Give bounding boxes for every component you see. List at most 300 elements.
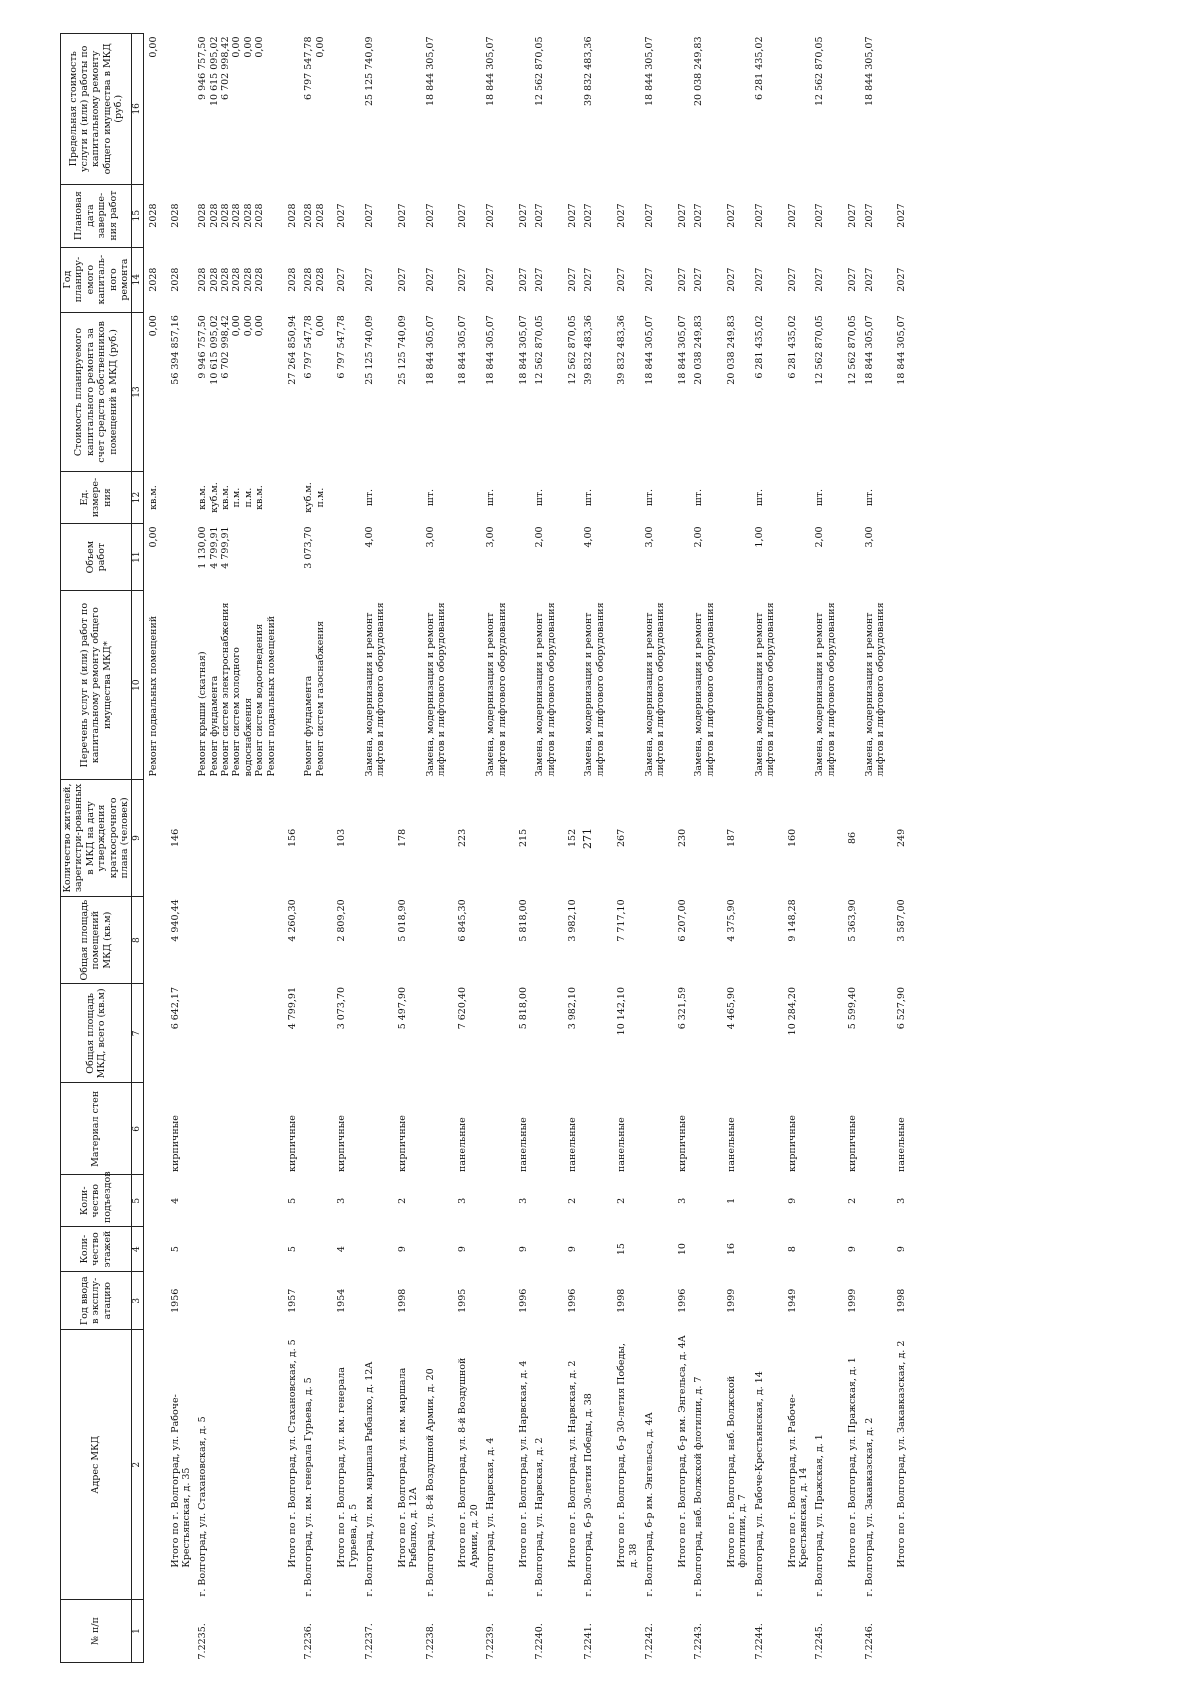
cell-unit [750, 472, 783, 524]
cell-empty [530, 1272, 563, 1330]
cell-volume [843, 523, 859, 590]
cell-empty [579, 896, 612, 984]
cell-date-line: 2027 [424, 203, 436, 228]
cell-year-built: 1995 [457, 1288, 469, 1313]
cell-empty [579, 1175, 612, 1227]
cell-date: 2027 [567, 203, 579, 228]
cell-material: панельные [567, 1117, 579, 1172]
cell-unit-line: шт. [644, 489, 656, 507]
cell-unit-line: шт. [753, 489, 765, 507]
cell-area-total: 3 982,10 [567, 986, 579, 1030]
column-number: 5 [132, 1175, 144, 1227]
column-header: Объем работ [61, 523, 132, 590]
cell-limit [860, 34, 893, 185]
cell-cost: 18 844 305,07 [676, 315, 688, 385]
cell-cost: 39 832 483,36 [616, 315, 628, 385]
cell-work [514, 591, 530, 780]
cell-material: панельные [616, 1117, 628, 1172]
cell-year [360, 247, 393, 312]
cell-empty [689, 780, 722, 897]
cell-date-line: 2028 [220, 203, 232, 228]
cell-empty [530, 1175, 563, 1227]
cell-cost: 27 264 850,94 [287, 315, 299, 385]
cell-work [783, 591, 811, 780]
cell-empty [481, 1227, 514, 1272]
cell-empty [360, 984, 393, 1083]
cell-entrances: 2 [616, 1197, 628, 1204]
cell-volume [810, 523, 843, 590]
cell-empty [640, 896, 673, 984]
cell-volume-line: 2,00 [693, 526, 705, 548]
cell-empty [530, 984, 563, 1083]
cell-no [166, 1600, 194, 1663]
cell-limit [783, 34, 811, 185]
total-label: Итого по г. Волгоград, ул. Рабоче-Крестьянская, д. 14 [786, 1394, 809, 1568]
cell-cost-line: 6 281 435,02 [753, 315, 765, 379]
column-header: № п/п [61, 1600, 132, 1663]
cell-floors: 8 [786, 1246, 798, 1253]
cell-volume [750, 523, 783, 590]
cell-empty [689, 896, 722, 984]
cell-volume [579, 523, 612, 590]
cell-empty [481, 896, 514, 984]
table-row [689, 34, 722, 1663]
cell-empty [193, 896, 283, 984]
cell-year-line: 2028 [303, 267, 315, 292]
cell-year-line: 2027 [485, 267, 497, 292]
cell-empty [579, 780, 612, 897]
cell-year: 2027 [616, 267, 628, 292]
cell-limit [332, 34, 360, 185]
cell-cost-line: 6 797 547,78 [303, 315, 315, 379]
cell-floors: 5 [287, 1246, 299, 1253]
cell-limit-line: 10 615 095,02 [208, 36, 220, 107]
column-number: 16 [132, 34, 144, 185]
cell-empty [860, 896, 893, 984]
cell-year: 2027 [396, 267, 408, 292]
column-number: 2 [132, 1330, 144, 1600]
cell-no [332, 1600, 360, 1663]
cell-area-total: 7 620,40 [457, 986, 469, 1030]
cell-empty [640, 1227, 673, 1272]
cell-work [453, 591, 481, 780]
cell-cost: 25 125 740,09 [396, 315, 408, 385]
cell-address: г. Волгоград, б-р 30-летия Победы, д. 38 [583, 1393, 595, 1597]
cell-unit [810, 472, 843, 524]
cell-cost-line: 18 844 305,07 [424, 315, 436, 385]
cell-no [843, 1600, 859, 1663]
cell-date-line: 2027 [753, 203, 765, 228]
cell-empty [640, 1083, 673, 1175]
cell-work-line: Замена, модернизация и ремонт лифтов и лифтового оборудования [644, 602, 667, 777]
cell-volume [453, 523, 481, 590]
total-row [892, 34, 908, 1663]
cell-no [783, 1600, 811, 1663]
cell-limit-line: 6 797 547,78 [303, 36, 315, 100]
cell-floors: 9 [896, 1246, 908, 1253]
cell-empty [193, 1272, 283, 1330]
rotated-page [60, 33, 1140, 1663]
cell-cost-line: 12 562 870,05 [814, 315, 826, 385]
cell-unit [563, 472, 579, 524]
cell-floors: 9 [396, 1246, 408, 1253]
total-row [332, 34, 360, 1663]
cell-unit-line: шт. [863, 489, 875, 507]
cell-empty [193, 1083, 283, 1175]
cell-cost-line: 18 844 305,07 [644, 315, 656, 385]
cell-area-total: 6 321,59 [676, 986, 688, 1030]
cell-cost [640, 312, 673, 472]
cell-work-line: Замена, модернизация и ремонт лифтов и лифтового оборудования [863, 602, 886, 777]
cell-year-built: 1957 [287, 1288, 299, 1313]
cell-residents: 103 [336, 828, 348, 848]
cell-area-total: 5 497,90 [396, 986, 408, 1030]
cell-material: панельные [896, 1117, 908, 1172]
cell-limit [166, 34, 194, 185]
cell-cost-line: 39 832 483,36 [583, 315, 595, 385]
total-label: Итого по г. Волгоград, ул. Стахановская, д. 5 [287, 1339, 299, 1568]
total-row [283, 34, 299, 1663]
cell-year-line: 2028 [208, 267, 220, 292]
cell-limit-line: 39 832 483,36 [583, 36, 595, 107]
cell-year: 2027 [725, 267, 737, 292]
cell-year [750, 247, 783, 312]
cell-floors: 15 [616, 1243, 628, 1256]
cell-limit [640, 34, 673, 185]
cell-volume [612, 523, 640, 590]
cell-limit: 0,00 [148, 36, 160, 58]
cell-volume-line: 1 130,00 [197, 526, 209, 569]
cell-date [579, 184, 612, 247]
cell-year-line: 2028 [242, 267, 254, 292]
cell-date: 2027 [336, 203, 348, 228]
cell-volume [722, 523, 750, 590]
cell-cost [810, 312, 843, 472]
cell-limit [579, 34, 612, 185]
cell-cost: 12 562 870,05 [567, 315, 579, 385]
cell-area-total: 4 465,90 [725, 986, 737, 1030]
cell-empty [530, 780, 563, 897]
table-row [481, 34, 514, 1663]
cell-floors: 9 [567, 1246, 579, 1253]
cell-volume [563, 523, 579, 590]
column-number: 12 [132, 472, 144, 524]
column-header: Коли-чество этажей [61, 1227, 132, 1272]
cell-cost [421, 312, 454, 472]
cell-volume-line: 2,00 [534, 526, 546, 548]
cell-address: г. Волгоград, ул. Пражская, д. 1 [814, 1434, 826, 1597]
cell-unit [283, 472, 299, 524]
cell-volume [783, 523, 811, 590]
total-row [393, 34, 421, 1663]
cell-year [530, 247, 563, 312]
cell-cost: 6 281 435,02 [786, 315, 798, 379]
cell-unit [860, 472, 893, 524]
cell-work [810, 591, 843, 780]
cell-empty [299, 1227, 332, 1272]
column-header: Плановая дата заверше-ния работ [61, 184, 132, 247]
cell-volume-line: 1,00 [753, 526, 765, 548]
column-number: 10 [132, 591, 144, 780]
cell-date: 2028 [287, 203, 299, 228]
cell-volume [283, 523, 299, 590]
cell-empty [299, 1083, 332, 1175]
cell-year-line: 2027 [644, 267, 656, 292]
cell-floors: 9 [517, 1246, 529, 1253]
cell-unit [481, 472, 514, 524]
cell-year: 2027 [786, 267, 798, 292]
cell-limit [750, 34, 783, 185]
cell-empty [689, 1083, 722, 1175]
cell-limit-line: 18 844 305,07 [863, 36, 875, 107]
cell-year-built: 1996 [567, 1288, 579, 1313]
cell-date: 2027 [896, 203, 908, 228]
cell-year-line: 2028 [254, 267, 266, 292]
cell-work [421, 591, 454, 780]
cell-date [299, 184, 332, 247]
cell-date-line: 2027 [693, 203, 705, 228]
cell-no [563, 1600, 579, 1663]
cell-material: кирпичные [287, 1115, 299, 1172]
cell-no: 7.2242. [644, 1623, 656, 1660]
cell-work [673, 591, 689, 780]
cell-unit-line: п.м. [314, 487, 326, 508]
cell-empty [299, 896, 332, 984]
cell-work-line: Замена, модернизация и ремонт лифтов и лифтового оборудования [534, 602, 557, 777]
cell-no: 7.2237. [364, 1623, 375, 1660]
cell-year [579, 247, 612, 312]
column-header: Количество жителей, зарегистри-рованных в МКД на дату утверждения краткосрочного плана (человек) [61, 780, 132, 897]
cell-unit [332, 472, 360, 524]
cell-address: г. Волгоград, ул. им. генерала Гурьева, д. 5 [303, 1377, 315, 1597]
cell-cost: 6 797 547,78 [336, 315, 348, 379]
cell-empty [360, 1083, 393, 1175]
cell-cost: 56 394 857,16 [169, 315, 181, 385]
page-number: 271 [581, 828, 594, 849]
cell-cost-line: 0,00 [231, 315, 243, 337]
cell-limit [892, 34, 908, 185]
cell-residents: 146 [169, 828, 181, 848]
total-row [166, 34, 194, 1663]
cell-work [360, 591, 393, 780]
cell-year-line: 2027 [424, 267, 436, 292]
column-number: 6 [132, 1083, 144, 1175]
cell-volume [481, 523, 514, 590]
cell-residents: 187 [725, 828, 737, 848]
cell-empty [299, 1175, 332, 1227]
cell-unit-line: куб.м. [303, 482, 315, 513]
cell-empty [750, 780, 783, 897]
cell-unit-line: шт. [814, 489, 826, 507]
cell-no [673, 1600, 689, 1663]
cell-empty [750, 896, 783, 984]
cell-material: панельные [517, 1117, 529, 1172]
table-row [530, 34, 563, 1663]
cell-volume-line: 4,00 [583, 526, 595, 548]
cell-year-line: 2028 [231, 267, 243, 292]
cell-empty [579, 984, 612, 1083]
cell-year: 2027 [676, 267, 688, 292]
cell-address: г. Волгоград, ул. Нарвская, д. 2 [534, 1437, 546, 1597]
cell-empty [810, 984, 843, 1083]
cell-year-built: 1999 [725, 1288, 737, 1313]
cell-unit-line: кв.м. [197, 485, 209, 510]
cell-area-rooms: 4 940,44 [169, 899, 181, 942]
cell-year: 2027 [847, 267, 859, 292]
cell-volume [892, 523, 908, 590]
cell-floors: 5 [169, 1246, 181, 1253]
cell-limit [360, 34, 393, 185]
cell-volume-line: 4 799,91 [208, 526, 220, 569]
column-header: Год планиру-емого капиталь-ного ремонта [61, 247, 132, 312]
cell-work [332, 591, 360, 780]
cell-date-line: 2028 [303, 203, 315, 228]
cell-empty [689, 1227, 722, 1272]
cell-cost-line: 9 946 757,50 [197, 315, 209, 379]
cell-date-line: 2027 [814, 203, 826, 228]
column-header: Материал стен [61, 1083, 132, 1175]
cell-limit-line: 9 946 757,50 [197, 36, 209, 100]
cell-entrances: 2 [847, 1197, 859, 1204]
cell-year: 2027 [336, 267, 348, 292]
cell-work [299, 591, 332, 780]
cell-empty [860, 984, 893, 1083]
cell-area-total: 5 818,00 [517, 986, 529, 1030]
cell-limit [283, 34, 299, 185]
cell-no [283, 1600, 299, 1663]
cell-empty [860, 780, 893, 897]
cell-cost [860, 312, 893, 472]
cell-no [514, 1600, 530, 1663]
table-body [144, 34, 909, 1663]
cell-cost-line: 0,00 [314, 315, 326, 337]
cell-material: кирпичные [336, 1115, 348, 1172]
cell-no [892, 1600, 908, 1663]
cell-date: 2027 [786, 203, 798, 228]
cell-limit-line: 20 038 249,83 [693, 36, 705, 107]
cell-limit-line: 0,00 [242, 36, 254, 58]
cell-residents: 223 [457, 828, 469, 848]
cell-address: г. Волгоград, б-р им. Энгельса, д. 4А [644, 1412, 656, 1597]
cell-date: 2027 [457, 203, 469, 228]
cell-work-line: Замена, модернизация и ремонт лифтов и лифтового оборудования [583, 602, 606, 777]
cell-area-rooms: 4 375,90 [725, 899, 737, 942]
cell-year-line: 2027 [583, 267, 595, 292]
cell-limit-line: 18 844 305,07 [424, 36, 436, 107]
cell-area-rooms: 6 845,30 [457, 899, 469, 942]
cell-year-built: 1998 [896, 1288, 908, 1313]
cell-unit [843, 472, 859, 524]
cell-floors: 16 [725, 1243, 737, 1256]
cell-empty [750, 1083, 783, 1175]
column-number: 14 [132, 247, 144, 312]
cell-unit-line: шт. [583, 489, 595, 507]
column-header: Общая площадь МКД, всего (кв.м) [61, 984, 132, 1083]
cell-unit [530, 472, 563, 524]
cell-limit [673, 34, 689, 185]
cell-date: 2027 [396, 203, 408, 228]
repair-plan-table [60, 33, 909, 1663]
cell-work-line: Ремонт крыши (скатная) [197, 651, 209, 777]
cell-limit [563, 34, 579, 185]
cell-no [612, 1600, 640, 1663]
cell-work-line: Замена, модернизация и ремонт лифтов и лифтового оборудования [364, 602, 387, 777]
total-row [843, 34, 859, 1663]
cell-empty [860, 1227, 893, 1272]
cell-entrances: 3 [896, 1197, 908, 1204]
column-header: Предельная стоимость услуги и (или) работы по капитальному ремонту общего имущества в МКД (руб.) [61, 34, 132, 185]
cell-residents: 86 [847, 831, 859, 844]
cell-limit [421, 34, 454, 185]
cell-work-line: Ремонт систем холодного водоснабжения [231, 647, 254, 777]
cell-limit [530, 34, 563, 185]
cell-date [360, 184, 393, 247]
cell-cost [750, 312, 783, 472]
cell-year [640, 247, 673, 312]
cell-empty [360, 1272, 393, 1330]
column-number: 13 [132, 312, 144, 472]
column-number: 8 [132, 896, 144, 984]
table-row [860, 34, 893, 1663]
cell-limit-line: 0,00 [231, 36, 243, 58]
cell-year-line: 2027 [364, 267, 375, 292]
cell-empty [193, 984, 283, 1083]
cell-date: 2027 [676, 203, 688, 228]
cell-volume [860, 523, 893, 590]
cell-material: кирпичные [847, 1115, 859, 1172]
total-label: Итого по г. Волгоград, наб. Волжской флотилии, д. 7 [725, 1375, 749, 1568]
cell-cost-line: 18 844 305,07 [485, 315, 497, 385]
cell-area-rooms: 5 018,90 [396, 899, 408, 942]
cell-unit [612, 472, 640, 524]
cell-limit [453, 34, 481, 185]
cell-year: 2027 [517, 267, 529, 292]
column-header: Год ввода в эксплу-атацию [61, 1272, 132, 1330]
total-row [612, 34, 640, 1663]
cell-work [579, 591, 612, 780]
cell-limit-line: 18 844 305,07 [644, 36, 656, 107]
cell-date: 2027 [725, 203, 737, 228]
cell-empty [750, 1227, 783, 1272]
cell-area-total: 4 799,91 [287, 986, 299, 1030]
cell-empty [360, 896, 393, 984]
total-row [673, 34, 689, 1663]
cell-empty [810, 1083, 843, 1175]
cell-work [860, 591, 893, 780]
cell-date-line: 2027 [644, 203, 656, 228]
cell-year-built: 1954 [336, 1288, 348, 1313]
cell-empty [860, 1083, 893, 1175]
cell-work [166, 591, 194, 780]
table-row [810, 34, 843, 1663]
column-number: 11 [132, 523, 144, 590]
cell-work-line: Замена, модернизация и ремонт лифтов и лифтового оборудования [753, 602, 777, 777]
cell-unit-line: куб.м. [208, 482, 220, 513]
table-row-top [144, 34, 166, 1663]
cell-address: г. Волгоград, ул. Стахановская, д. 5 [197, 1416, 209, 1597]
cell-area-rooms: 4 260,30 [287, 899, 299, 942]
cell-date: 2027 [517, 203, 529, 228]
cell-cost-line: 18 844 305,07 [863, 315, 875, 385]
cell-unit-line: шт. [364, 489, 375, 507]
cell-residents: 156 [287, 828, 299, 848]
cell-no: 7.2239. [485, 1623, 497, 1660]
cell-year [810, 247, 843, 312]
total-label: Итого по г. Волгоград, ул. Закавказская, д. 2 [896, 1340, 908, 1568]
cell-year-line: 2027 [753, 267, 765, 292]
cell-entrances: 5 [287, 1197, 299, 1204]
cell-volume [332, 523, 360, 590]
